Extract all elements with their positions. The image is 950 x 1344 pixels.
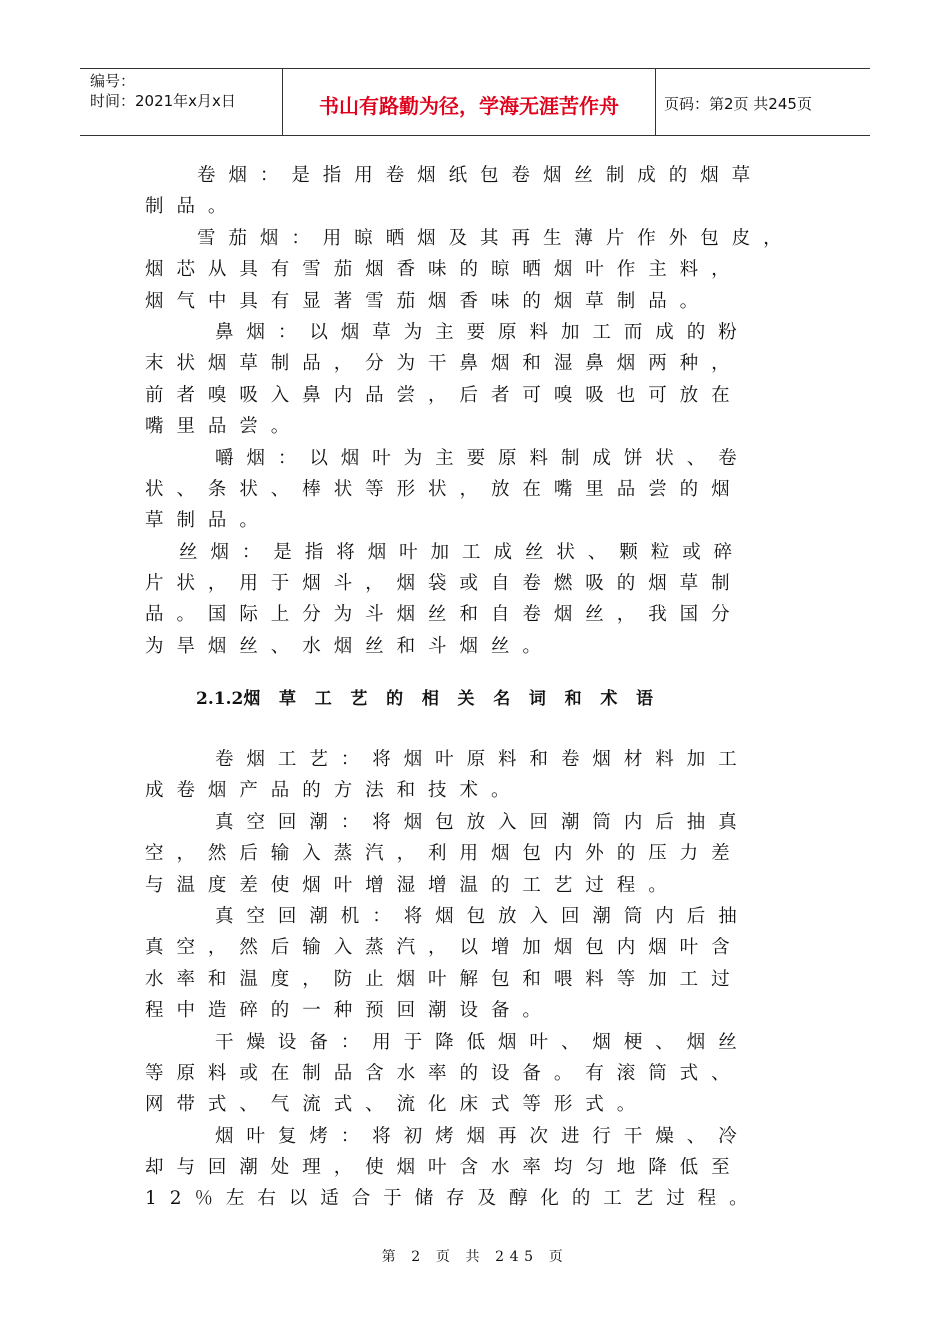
header-date-label: 时间：2021年x月x日: [90, 92, 236, 110]
body-line: 程中造碎的一种预回潮设备。: [145, 1000, 554, 1022]
body-line: 烟芯从具有雪茄烟香味的晾晒烟叶作主料，: [145, 259, 743, 281]
body-line: 烟气中具有显著雪茄烟香味的烟草制品。: [145, 290, 712, 312]
body-line: 为旱烟丝、水烟丝和斗烟丝。: [145, 635, 554, 657]
body-line: 卷烟工艺：将烟叶原料和卷烟材料加工: [215, 749, 750, 770]
body-line: 成卷烟产品的方法和技术。: [145, 780, 523, 802]
body-line: 空，然后输入蒸汽，利用烟包内外的压力差: [145, 843, 743, 865]
body-line: 真空回潮机：将烟包放入回潮筒内后抽: [215, 905, 750, 927]
body-line: 真空，然后输入蒸汽，以增加烟包内烟叶含: [145, 937, 743, 959]
body-line: 丝烟：是指将烟叶加工成丝状、颗粒或碎: [179, 541, 746, 563]
body-line: 草制品。: [145, 510, 271, 532]
header-page-info: 页码：第2页 共245页: [664, 95, 812, 113]
body-section-2: [145, 744, 800, 1215]
section-heading-title: 烟草工艺的相关名词和术语: [243, 689, 672, 709]
body-line: 与温度差使烟叶增湿增温的工艺过程。: [145, 874, 680, 896]
body-line: 雪茄烟：用晾晒烟及其再生薄片作外包皮，: [197, 227, 795, 249]
body-line: 等原料或在制品含水率的设备。有滚筒式、: [145, 1062, 743, 1084]
body-section-1: [145, 160, 800, 662]
page-footer: 第 2 页 共 245 页: [381, 1249, 569, 1265]
header-code-label: 编号：: [90, 72, 136, 90]
header-divider-right: [655, 68, 656, 136]
section-heading: [196, 684, 672, 709]
body-line: 真空回潮：将烟包放入回潮筒内后抽真: [215, 811, 750, 833]
body-line: 嚼烟：以烟叶为主要原料制成饼状、卷: [215, 447, 750, 469]
section-heading-number: 2.1.2: [196, 689, 244, 709]
body-line: 片状，用于烟斗，烟袋或自卷燃吸的烟草制: [145, 573, 743, 595]
header-divider-left: [282, 68, 283, 136]
header-bottom-rule: [80, 135, 870, 136]
header-top-rule: [80, 68, 870, 69]
body-line: 品。国际上分为斗烟丝和自卷烟丝，我国分: [145, 604, 743, 626]
body-line: 末状烟草制品，分为干鼻烟和湿鼻烟两种，: [145, 353, 743, 375]
body-line: 12％左右以适合于储存及醇化的工艺过程。: [145, 1188, 761, 1210]
header-motto: 书山有路勤为径，学海无涯苦作舟: [319, 94, 619, 118]
body-line: 前者嗅吸入鼻内品尝，后者可嗅吸也可放在: [145, 384, 743, 406]
body-line: 嘴里品尝。: [145, 416, 303, 438]
body-line: 状、条状、棒状等形状，放在嘴里品尝的烟: [145, 478, 743, 500]
body-line: 鼻烟：以烟草为主要原料加工而成的粉: [215, 321, 750, 343]
body-line: 却与回潮处理，使烟叶含水率均匀地降低至: [145, 1157, 743, 1179]
body-line: 干燥设备：用于降低烟叶、烟梗、烟丝: [215, 1031, 750, 1053]
header-left-cell: [90, 71, 236, 111]
body-line: 水率和温度，防止烟叶解包和喂料等加工过: [145, 968, 743, 990]
body-line: 制品。: [145, 196, 240, 218]
body-line: 网带式、气流式、流化床式等形式。: [145, 1094, 649, 1116]
body-line: 卷烟：是指用卷烟纸包卷烟丝制成的烟草: [197, 165, 764, 186]
body-line: 烟叶复烤：将初烤烟再次进行干燥、冷: [215, 1125, 750, 1147]
